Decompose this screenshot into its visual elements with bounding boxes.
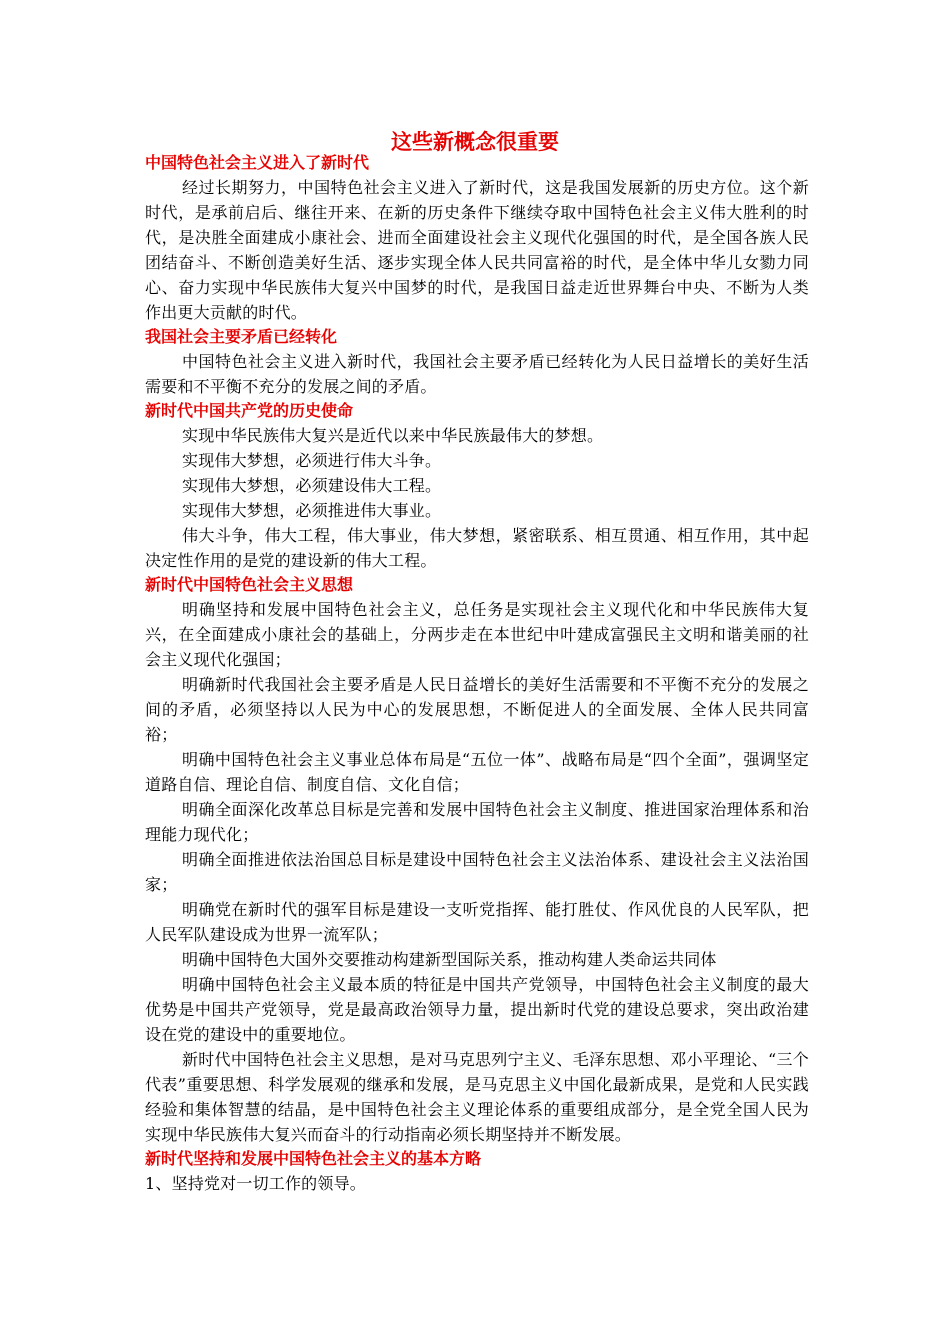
paragraph: 实现伟大梦想，必须进行伟大斗争。 — [182, 451, 442, 470]
section-main-contradiction — [145, 325, 809, 399]
paragraph: 经过长期努力，中国特色社会主义进入了新时代，这是我国发展新的历史方位。这个新时代，是承前启后、继往开来、在新的历史条件下继续夺取中国特色社会主义伟大胜利的时代，是决胜全面建成小康社会、进而全面建设社会主义现代化强国的时代，是全国各族人民团结奋斗、不断创造美好生活、逐步实现全体人民共同富裕的时代，是全体中华儿女勠力同心、奋力实现中华民族伟大复兴中国梦的时代，是我国日益走近世界舞台中央、不断为人类作出更大贡献的时代。 — [145, 178, 809, 322]
paragraph: 明确新时代我国社会主要矛盾是人民日益增长的美好生活需要和不平衡不充分的发展之间的矛盾，必须坚持以人民为中心的发展思想，不断促进人的全面发展、全体人民共同富裕； — [145, 675, 809, 744]
document-body — [145, 151, 809, 1196]
paragraph: 新时代中国特色社会主义思想，是对马克思列宁主义、毛泽东思想、邓小平理论、“三个代表”重要思想、科学发展观的继承和发展，是马克思主义中国化最新成果，是党和人民实践经验和集体智慧的结晶，是中国特色社会主义理论体系的重要组成部分，是全党全国人民为实现中华民族伟大复兴而奋斗的行动指南必须长期坚持并不断发展。 — [145, 1050, 809, 1144]
section-basic-strategy — [145, 1147, 809, 1196]
paragraph: 明确中国特色大国外交要推动构建新型国际关系，推动构建人类命运共同体 — [182, 950, 717, 969]
section-heading: 新时代中国特色社会主义思想 — [145, 575, 354, 594]
section-heading: 新时代坚持和发展中国特色社会主义的基本方略 — [145, 1149, 482, 1168]
document-title: 这些新概念很重要 — [391, 130, 559, 154]
section-heading: 我国社会主要矛盾已经转化 — [145, 327, 338, 346]
paragraph: 明确中国特色社会主义事业总体布局是“五位一体”、战略布局是“四个全面”，强调坚定道路自信、理论自信、制度自信、文化自信； — [145, 750, 809, 794]
paragraph: 中国特色社会主义进入新时代，我国社会主要矛盾已经转化为人民日益增长的美好生活需要和不平衡不充分的发展之间的矛盾。 — [145, 352, 809, 396]
paragraph: 明确坚持和发展中国特色社会主义，总任务是实现社会主义现代化和中华民族伟大复兴，在全面建成小康社会的基础上，分两步走在本世纪中叶建成富强民主文明和谐美丽的社会主义现代化强国； — [145, 600, 809, 669]
section-new-era — [145, 151, 809, 325]
section-heading: 中国特色社会主义进入了新时代 — [145, 153, 370, 172]
section-thought — [145, 573, 809, 1147]
paragraph: 明确党在新时代的强军目标是建设一支听党指挥、能打胜仗、作风优良的人民军队，把人民军队建设成为世界一流军队； — [145, 900, 809, 944]
paragraph: 实现伟大梦想，必须推进伟大事业。 — [182, 501, 442, 520]
section-historic-mission — [145, 399, 809, 573]
paragraph: 实现中华民族伟大复兴是近代以来中华民族最伟大的梦想。 — [182, 426, 604, 445]
paragraph: 伟大斗争，伟大工程，伟大事业，伟大梦想，紧密联系、相互贯通、相互作用，其中起决定性作用的是党的建设新的伟大工程。 — [145, 526, 809, 570]
paragraph: 实现伟大梦想，必须建设伟大工程。 — [182, 476, 442, 495]
paragraph: 明确中国特色社会主义最本质的特征是中国共产党领导，中国特色社会主义制度的最大优势是中国共产党领导，党是最高政治领导力量，提出新时代党的建设总要求，突出政治建设在党的建设中的重要地位。 — [145, 975, 809, 1044]
paragraph: 明确全面深化改革总目标是完善和发展中国特色社会主义制度、推进国家治理体系和治理能力现代化； — [145, 800, 809, 844]
paragraph: 明确全面推进依法治国总目标是建设中国特色社会主义法治体系、建设社会主义法治国家； — [145, 850, 809, 894]
paragraph: 1、坚持党对一切工作的领导。 — [145, 1174, 366, 1193]
section-heading: 新时代中国共产党的历史使命 — [145, 401, 354, 420]
